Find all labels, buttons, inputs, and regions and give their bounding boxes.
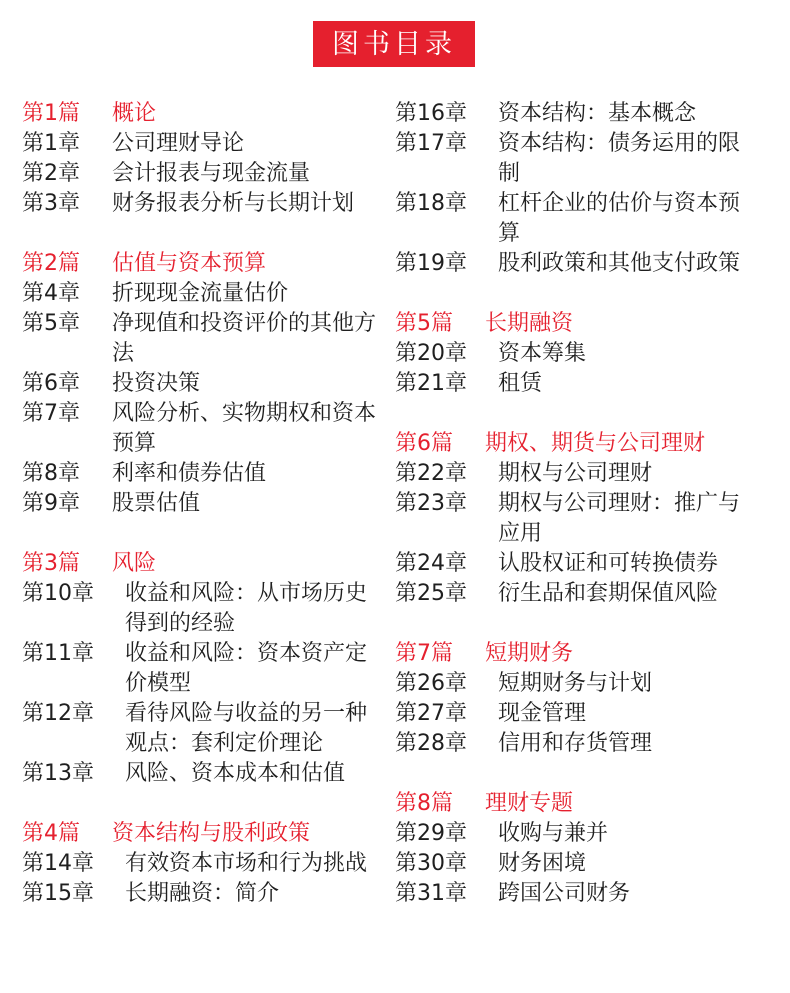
chapter-number: 第22章	[395, 461, 467, 486]
chapter-title: 股票估值	[112, 491, 201, 516]
toc-chapter-entry	[395, 339, 760, 369]
toc-chapter-entry	[22, 879, 382, 909]
chapter-number: 第13章	[22, 761, 94, 786]
chapter-title: 信用和存货管理	[498, 731, 653, 756]
toc-chapter-entry	[22, 759, 382, 789]
toc-chapter-entry	[395, 459, 760, 489]
chapter-title: 收益和风险：从市场历史得到的经验	[125, 581, 368, 636]
part-title: 理财专题	[485, 791, 574, 816]
part-title: 风险	[112, 551, 157, 576]
section-gap	[395, 759, 760, 789]
part-title: 长期融资	[485, 311, 574, 336]
toc-chapter-entry	[22, 579, 382, 639]
part-number: 第8篇	[395, 791, 453, 816]
toc-chapter-entry	[22, 309, 382, 369]
chapter-number: 第2章	[22, 161, 80, 186]
toc-chapter-entry	[395, 699, 760, 729]
chapter-number: 第4章	[22, 281, 80, 306]
toc-chapter-entry	[22, 489, 382, 519]
chapter-title: 长期融资：简介	[125, 881, 280, 906]
toc-part-heading	[395, 639, 760, 669]
part-number: 第2篇	[22, 251, 80, 276]
chapter-title: 公司理财导论	[112, 131, 245, 156]
chapter-title: 资本结构：债务运用的限制	[498, 131, 741, 186]
chapter-number: 第31章	[395, 881, 467, 906]
chapter-title: 会计报表与现金流量	[112, 161, 311, 186]
chapter-title: 认股权证和可转换债券	[498, 551, 719, 576]
toc-chapter-entry	[22, 699, 382, 759]
toc-chapter-entry	[395, 189, 760, 249]
toc-chapter-entry	[22, 129, 382, 159]
toc-chapter-entry	[22, 849, 382, 879]
chapter-number: 第21章	[395, 371, 467, 396]
chapter-title: 收购与兼并	[498, 821, 609, 846]
toc-part-heading	[22, 99, 382, 129]
toc-chapter-entry	[395, 129, 760, 189]
toc-part-heading	[395, 789, 760, 819]
toc-left-column	[22, 99, 382, 909]
chapter-number: 第12章	[22, 701, 94, 726]
chapter-title: 股利政策和其他支付政策	[498, 251, 741, 276]
chapter-title: 折现现金流量估价	[112, 281, 289, 306]
chapter-title: 财务报表分析与长期计划	[112, 191, 355, 216]
chapter-title: 资本筹集	[498, 341, 587, 366]
toc-chapter-entry	[22, 399, 382, 459]
part-title: 概论	[112, 101, 157, 126]
toc-chapter-entry	[22, 459, 382, 489]
chapter-number: 第29章	[395, 821, 467, 846]
toc-chapter-entry	[22, 279, 382, 309]
toc-chapter-entry	[395, 549, 760, 579]
chapter-title: 短期财务与计划	[498, 671, 653, 696]
chapter-title: 跨国公司财务	[498, 881, 631, 906]
part-title: 短期财务	[485, 641, 574, 666]
toc-chapter-entry	[395, 849, 760, 879]
chapter-number: 第5章	[22, 311, 80, 336]
chapter-number: 第23章	[395, 491, 467, 516]
section-gap	[22, 789, 382, 819]
chapter-title: 风险、资本成本和估值	[125, 761, 346, 786]
chapter-title: 投资决策	[112, 371, 201, 396]
chapter-title: 看待风险与收益的另一种观点：套利定价理论	[125, 701, 368, 756]
chapter-number: 第14章	[22, 851, 94, 876]
chapter-number: 第10章	[22, 581, 94, 606]
chapter-number: 第16章	[395, 101, 467, 126]
chapter-title: 收益和风险：资本资产定价模型	[125, 641, 368, 696]
toc-chapter-entry	[395, 99, 760, 129]
toc-chapter-entry	[22, 189, 382, 219]
toc-chapter-entry	[395, 369, 760, 399]
chapter-title: 期权与公司理财：推广与应用	[498, 491, 741, 546]
part-number: 第7篇	[395, 641, 453, 666]
chapter-number: 第3章	[22, 191, 80, 216]
chapter-title: 财务困境	[498, 851, 587, 876]
chapter-number: 第9章	[22, 491, 80, 516]
chapter-number: 第24章	[395, 551, 467, 576]
toc-part-heading	[395, 429, 760, 459]
toc-chapter-entry	[395, 579, 760, 609]
chapter-title: 净现值和投资评价的其他方法	[112, 311, 377, 366]
chapter-number: 第7章	[22, 401, 80, 426]
chapter-number: 第20章	[395, 341, 467, 366]
chapter-number: 第26章	[395, 671, 467, 696]
chapter-number: 第6章	[22, 371, 80, 396]
part-number: 第5篇	[395, 311, 453, 336]
chapter-number: 第19章	[395, 251, 467, 276]
chapter-title: 资本结构：基本概念	[498, 101, 697, 126]
toc-chapter-entry	[395, 489, 760, 549]
toc-part-heading	[22, 549, 382, 579]
chapter-number: 第1章	[22, 131, 80, 156]
chapter-title: 期权与公司理财	[498, 461, 653, 486]
chapter-number: 第27章	[395, 701, 467, 726]
toc-chapter-entry	[395, 879, 760, 909]
chapter-number: 第15章	[22, 881, 94, 906]
toc-right-column	[395, 99, 760, 909]
chapter-number: 第18章	[395, 191, 467, 216]
toc-chapter-entry	[395, 669, 760, 699]
toc-part-heading	[22, 249, 382, 279]
part-number: 第3篇	[22, 551, 80, 576]
chapter-number: 第28章	[395, 731, 467, 756]
chapter-title: 衍生品和套期保值风险	[498, 581, 719, 606]
toc-chapter-entry	[22, 369, 382, 399]
chapter-title: 现金管理	[498, 701, 587, 726]
chapter-title: 租赁	[498, 371, 543, 396]
part-number: 第4篇	[22, 821, 80, 846]
section-gap	[22, 219, 382, 249]
chapter-title: 杠杆企业的估价与资本预算	[498, 191, 741, 246]
chapter-number: 第8章	[22, 461, 80, 486]
section-gap	[395, 399, 760, 429]
part-title: 估值与资本预算	[112, 251, 267, 276]
section-gap	[22, 519, 382, 549]
toc-chapter-entry	[395, 249, 760, 279]
chapter-number: 第25章	[395, 581, 467, 606]
chapter-number: 第17章	[395, 131, 467, 156]
chapter-title: 风险分析、实物期权和资本预算	[112, 401, 377, 456]
toc-chapter-entry	[395, 819, 760, 849]
section-gap	[395, 279, 760, 309]
section-gap	[395, 609, 760, 639]
toc-chapter-entry	[395, 729, 760, 759]
toc-banner: 图书目录	[313, 21, 475, 67]
chapter-number: 第11章	[22, 641, 94, 666]
chapter-title: 利率和债券估值	[112, 461, 267, 486]
toc-chapter-entry	[22, 159, 382, 189]
part-number: 第6篇	[395, 431, 453, 456]
toc-part-heading	[395, 309, 760, 339]
part-title: 资本结构与股利政策	[112, 821, 311, 846]
toc-chapter-entry	[22, 639, 382, 699]
part-title: 期权、期货与公司理财	[485, 431, 706, 456]
toc-part-heading	[22, 819, 382, 849]
chapter-title: 有效资本市场和行为挑战	[125, 851, 368, 876]
chapter-number: 第30章	[395, 851, 467, 876]
part-number: 第1篇	[22, 101, 80, 126]
